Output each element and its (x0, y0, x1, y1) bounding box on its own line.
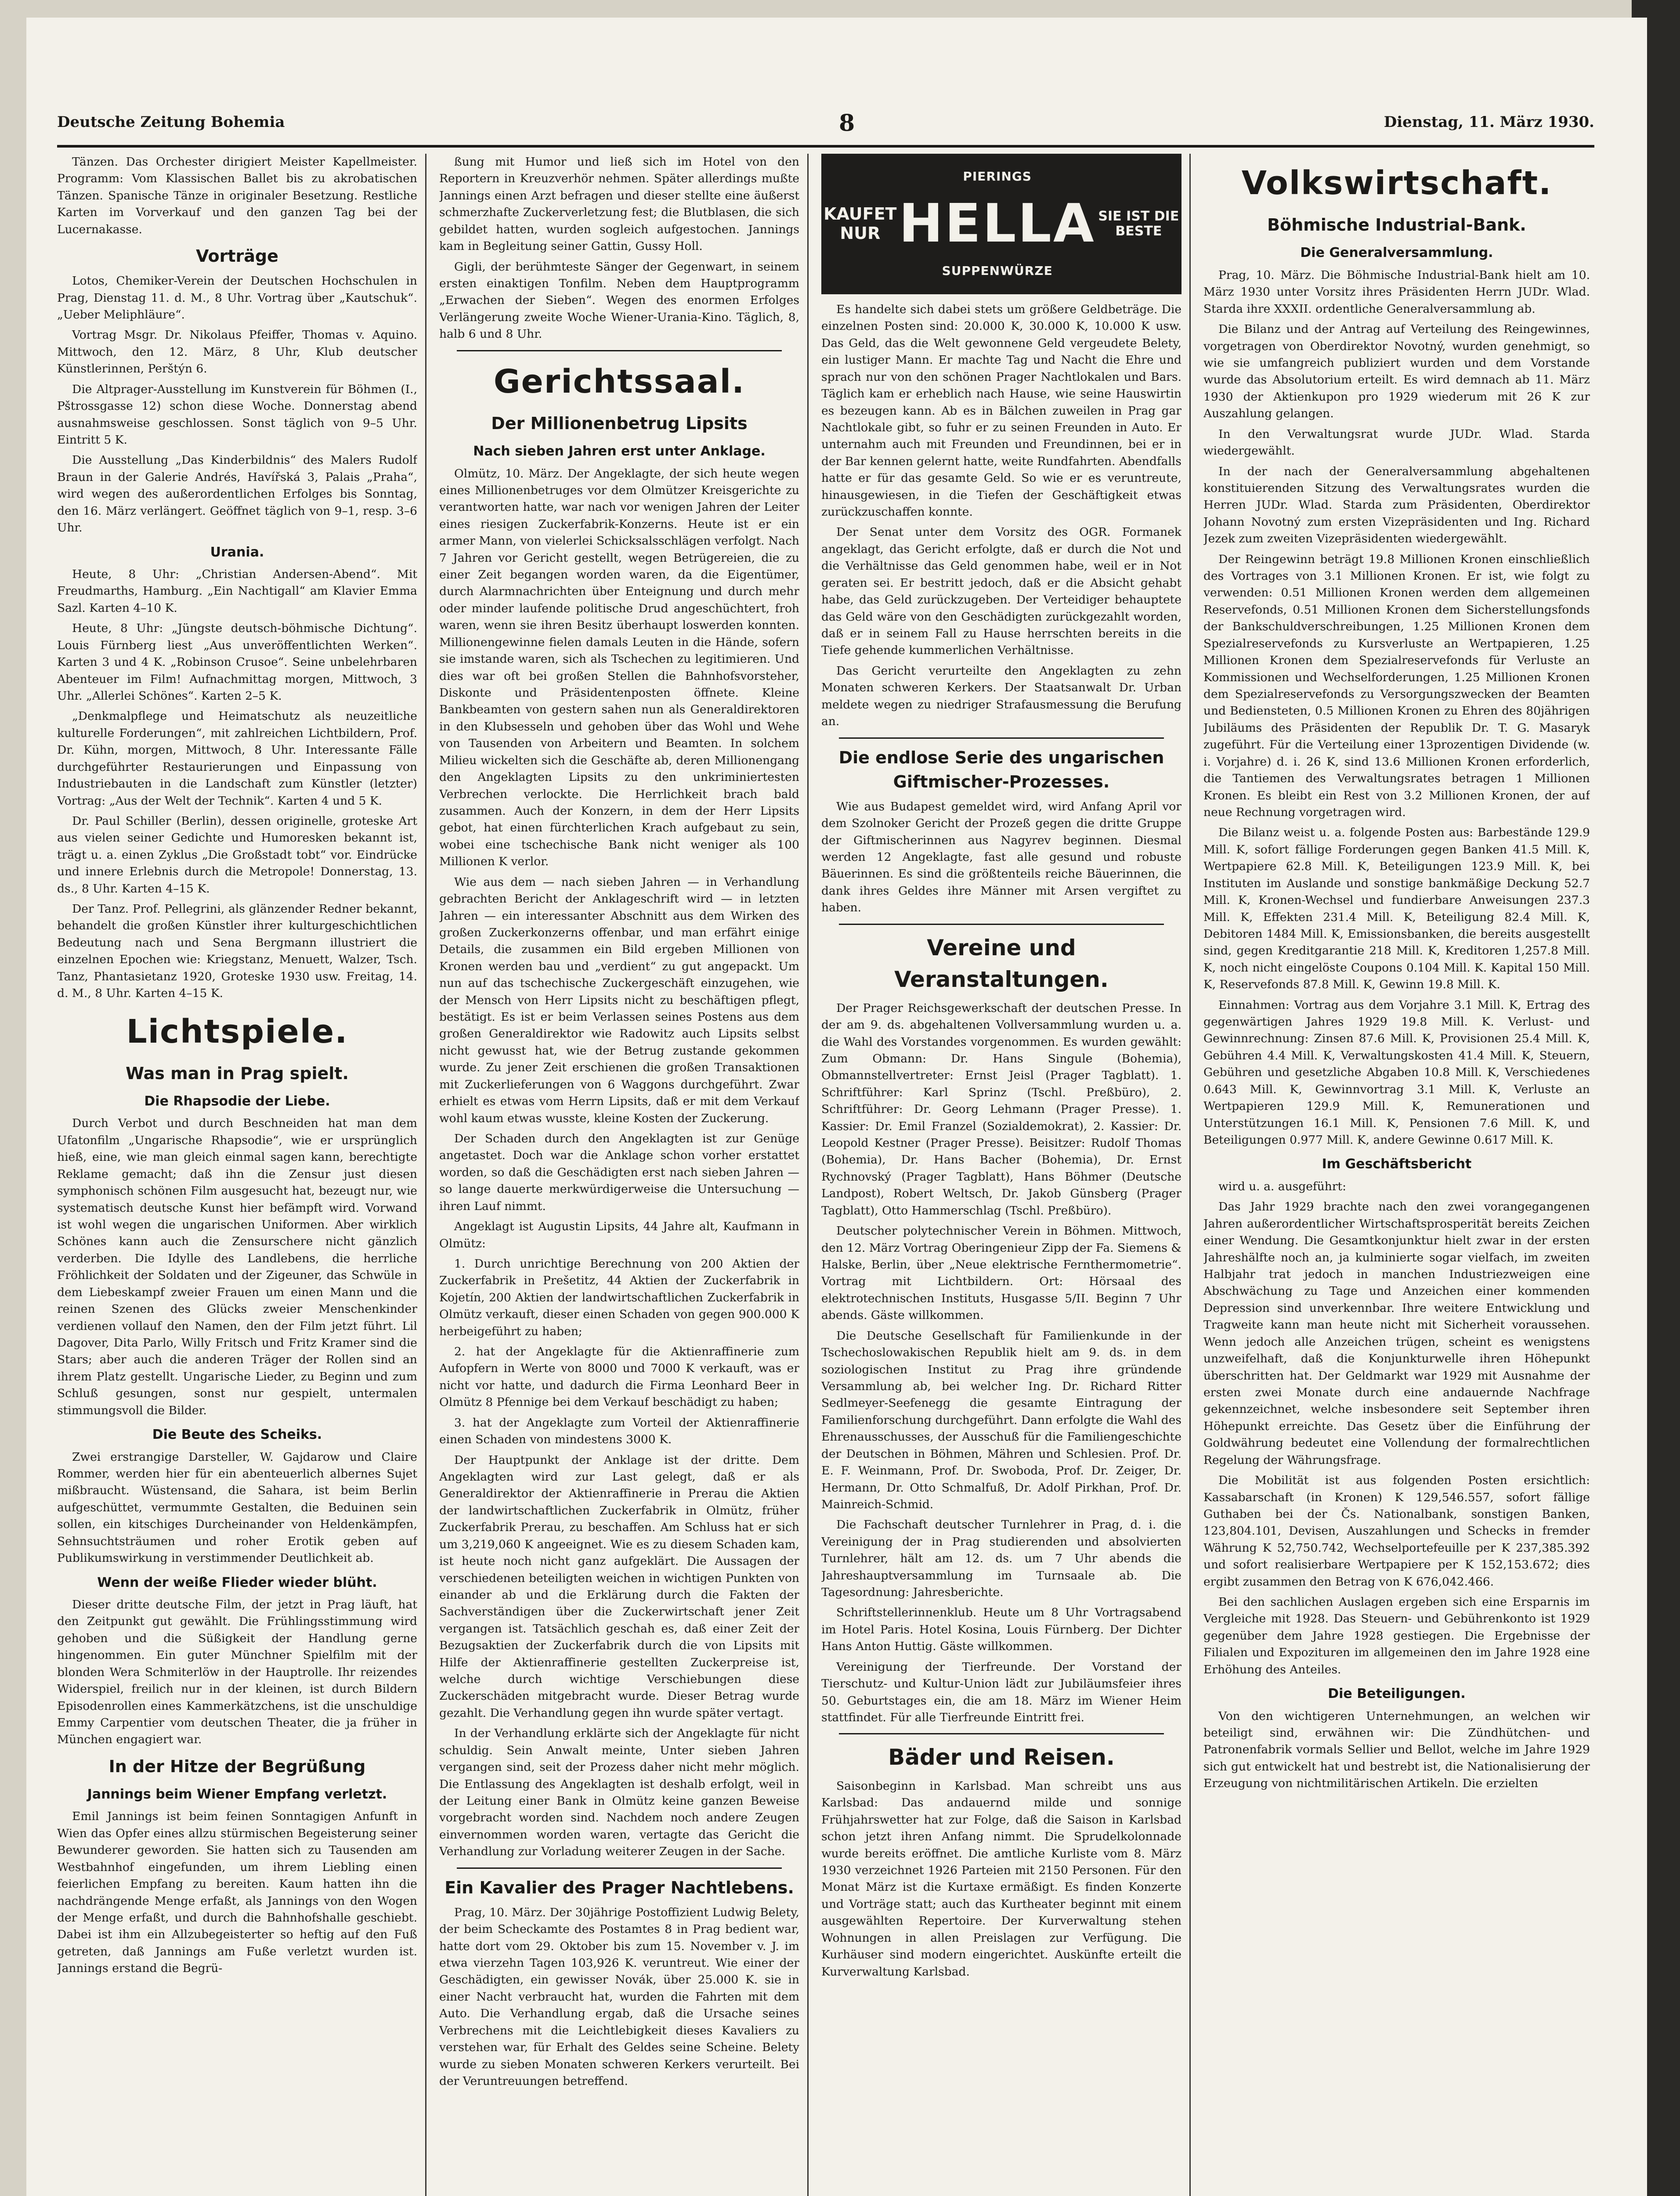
article-subheading: Die Beute des Scheiks. (152, 1427, 322, 1443)
article-text: Vereinigung der Tierfreunde. Der Vorstand der Tierschutz- und Kultur-Union lädt zur Jubiläumsfeier ihres 50. Geburtstages ein, die am 18. März im Wiener Heim stattfindet. Für alle Tierfreunde Eintritt frei. (821, 1660, 1181, 1724)
article-text: Saisonbeginn in Karlsbad. Man schreibt uns aus Karlsbad: Das andauernd milde und sonnige Frühjahrswetter hat zur Folge, daß die Saison in Karlsbad schon jetzt ihren Anfang nimmt. Die Sprudelkolonnade wurde bereits eröffnet. Die amtliche Kurliste vom 8. März 1930 verzeichnet 1926 Parteien mit 2150 Personen. Für den Monat März ist die Kurtaxe ermäßigt. Es finden Konzerte und Vorträge statt; auch das Kurtheater beginnt mit einem ausgewählten Repertoire. Der Kurverwaltung stehen Wohnungen in allen Preislagen zur Verfügung. Die Kurhäuser sind modern eingerichtet. Auskünfte erteilt die Kurverwaltung Karlsbad. (821, 1779, 1181, 1979)
article-text: wird u. a. ausgeführt: (1218, 1179, 1347, 1193)
article-text: „Denkmalpflege und Heimatschutz als neuzeitliche kulturelle Forderungen“, mit zahlreichen Lichtbildern, Prof. Dr. Kühn, morgen, Mittwoch, 8 Uhr. Interessante Fälle durchgeführter Restaurierungen und Einpassung von Industriebauten in die Landschaft zum Künstler (letzter) Vortrag: „Aus der Welt der Technik“. Karten 4 und 5 K. (57, 709, 417, 808)
article-text: Die Bilanz weist u. a. folgende Posten aus: Barbestände 129.9 Mill. K, sofort fällige Forderungen gegen Banken 41.5 Mill. K, Wertpapiere 62.8 Mill. K, Beteiligungen 123.9 Mill. K, bei Instituten im Auslande und sonstige bankmäßige Deckung 52.7 Mill. K, Kronen-Wechsel und fundierbare Anweisungen 237.3 Mill. K, Effekten 231.4 Mill. K, Beteiligung 82.4 Mill. K, Debitoren 1484 Mill. K, Emissionsbanken, die bereits ausgestellt sind, gegen Kreditgarantie 218 Mill. K, Kreditoren 1,257.8 Mill. K, noch nicht eingelöste Coupons 0.104 Mill. K. Kapital 150 Mill. K, Reservefonds 87.8 Mill. K, Gewinn 19.8 Mill. K. (1203, 826, 1590, 992)
article-text: Der Tanz. Prof. Pellegrini, als glänzender Redner bekannt, behandelt die großen Künstler ihrer kulturgeschichtlichen Bedeutung nach und Sena Bergmann illustriert die einzelnen Epochen wie: Kriegstanz, Menuett, Walzer, Tsch. Tanz, Phantasietanz 1920, Groteske 1930 usw. Freitag, 14. d. M., 8 Uhr. Karten 4–15 K. (57, 902, 417, 1000)
article-text: Tänzen. Das Orchester dirigiert Meister Kapellmeister. Programm: Vom Klassischen Ballet bis zu akrobatischen Tänzen. Spanische Tänze in originaler Besetzung. Restliche Karten im Vorverkauf und den ganzen Tag bei der Lucernakasse. (57, 155, 417, 236)
article-text: Der Schaden durch den Angeklagten ist zur Genüge angetastet. Doch war die Anklage schon vorher erstattet worden, so daß die Geschädigten erst nach sieben Jahren — so lange dauerte merkwürdigerweise die Untersuchung — ihren Lauf nimmt. (439, 1131, 799, 1213)
masthead (57, 110, 1594, 145)
paper-name: Deutsche Zeitung Bohemia (57, 113, 285, 131)
divider (839, 924, 1164, 925)
article-text: Angeklagt ist Augustin Lipsits, 44 Jahre alt, Kaufmann in Olmütz: (439, 1220, 799, 1250)
divider (457, 350, 782, 351)
section-heading-vortraege: Vorträge (196, 246, 278, 266)
article-text: Die Bilanz und der Antrag auf Verteilung des Reingewinnes, vorgetragen von Oberdirektor Novotný, wurden genehmigt, so wie sie umfangreich publiziert wurden und dem Vorstande wurde das Absolutorium erteilt. Es wird demnach ab 11. März 1930 der Aktienkupon pro 1929 wiederum mit 26 K zur Auszahlung gelangen. (1203, 322, 1590, 421)
article-subheading: Nach sieben Jahren erst unter Anklage. (473, 444, 766, 459)
article-subheading: Die Beteiligungen. (1328, 1686, 1466, 1702)
article-subheading: Im Geschäftsbericht (1322, 1156, 1472, 1172)
article-text: Bei den sachlichen Auslagen ergeben sich eine Ersparnis im Vergleiche mit 1928. Das Steuern- und Gebührenkonto ist 1929 gegenüber dem Jahre 1928 gestiegen. Die Ergebnisse der Filialen und Expozituren im allgemeinen den im Jahre 1928 eine Erhöhung des Anteiles. (1203, 1595, 1590, 1676)
ad-text-right: SIE IST DIE BESTE (1098, 208, 1179, 239)
article-text: Prag, 10. März. Die Böhmische Industrial-Bank hielt am 10. März 1930 unter Vorsitz ihres Präsidenten Herrn JUDr. Wlad. Starda ihre XXXII. ordentliche Generalversammlung ab. (1203, 268, 1590, 316)
article-text: Die Deutsche Gesellschaft für Familienkunde in der Tschechoslowakischen Republik hielt am 9. ds. in dem soziologischen Institut zu Prag ihre gründende Versammlung ab, bei welcher Ing. Dr. Richard Ritter Sedlmeyer-Seefenegg die gesamte Eintragung der Familienforschung durchgeführt. Dann erfolgte die Wahl des Ehrenausschusses, der Ausschuß für die Familiengeschichte der Deutschen in Böhmen, Mähren und Schlesien. Prof. Dr. E. F. Weinmann, Prof. Dr. Swoboda, Prof. Dr. Zeiger, Dr. Hermann, Dr. Otto Schmalfuß, Dr. Adolf Pirkhan, Prof. Dr. Mainreich-Schmid. (821, 1329, 1181, 1511)
article-text: Der Prager Reichsgewerkschaft der deutschen Presse. In der am 9. ds. abgehaltenen Vollversammlung wurden u. a. die Wahl des Vorstandes vorgenommen. Es wurden gewählt: Zum Obmann: Dr. Hans Singule (Bohemia), Obmannstellvertreter: Ernst Jeisl (Prager Tagblatt). 1. Schriftführer: Karl Sprinz (Tschl. Preßbüro), 2. Schriftführer: Dr. Georg Lehmann (Prager Presse). 1. Kassier: Dr. Emil Franzel (Sozialdemokrat), 2. Kassier: Dr. Leopold Kestner (Prager Presse). Beisitzer: Rudolf Thomas (Bohemia), Dr. Hans Bacher (Bohemia), Dr. Ernst Rychnovský (Prager Tagblatt), Hans Böhmer (Deutsche Landpost), Robert Weltsch, Dr. Jakob Günsberg (Prager Tagblatt), Otto Hammerschlag (Tschl. Preßbüro). (821, 1001, 1181, 1217)
article-text: Die Ausstellung „Das Kinderbildnis“ des Malers Rudolf Braun in der Galerie Andrés, Havířská 3, Palais „Praha“, wird wegen des außerordentlichen Erfolges bis Sonntag, den 16. März verlängert. Geöffnet täglich von 9–1, resp. 3–6 Uhr. (57, 453, 417, 535)
article-text: Der Hauptpunkt der Anklage ist der dritte. Dem Angeklagten wird zur Last gelegt, daß er als Generaldirektor der Aktienraffinerie in Prerau die Aktien der landwirtschaftlichen Zuckerfabrik in Olmütz, früher Zuckerfabrik Prerau, zu beschaffen. Am Schluss hat er sich um 3,219,060 K angeeignet. Wie es zu diesem Schaden kam, ist heute noch nicht ganz aufgeklärt. Die Aussagen der verschiedenen beteiligten weichen in wichtigen Punkten von einander ab und die Erklärung durch die Fakten der Sachverständigen über die Zuckerwirtschaft jener Zeit vergangen ist. Tatsächlich geschah es, daß einer Zeit der Bezugsaktien der Zuckerfabrik durch die von Lipsits mit Hilfe der Aktienraffinerie gestellten Zuckerpreise ist, welche durch wichtige Verschiebungen diese Zuckerschäden mitgebracht wurde. Dieser Betrag wurde gezahlt. Die Verhandlung gegen ihn wurde später vertagt. (439, 1453, 799, 1720)
section-heading-gerichtssaal: Gerichtssaal. (493, 362, 745, 401)
divider (839, 737, 1164, 739)
hella-advertisement (821, 154, 1181, 294)
article-text: Emil Jannings ist beim feinen Sonntagigen Anfunft in Wien das Opfer eines allzu stürmischen Begeisterung seiner Bewunderer geworden. Sie hatten sich zu Tausenden am Westbahnhof eingefunden, um ihrem Liebling einen feierlichen Empfang zu bereiten. Kaum hatten ihn die nachdrängende Menge erfaßt, als Jannings von den Wogen der Menge erfaßt, und durch die Bahnhofshalle geschiebt. Dabei ist ihm ein Allzubegeisterter so heftig auf den Fuß getreten, daß Jannings am Fuße verletzt wurden ist. Jannings erstand die Begrü- (57, 1810, 417, 1976)
section-heading-volkswirtschaft: Volkswirtschaft. (1241, 164, 1552, 202)
article-text: Der Reingewinn beträgt 19.8 Millionen Kronen einschließlich des Vortrages von 3.1 Millionen Kronen. Er ist, wie folgt zu verwenden: 0.51 Millionen Kronen werden dem allgemeinen Reservefonds, 0.51 Millionen Kronen dem Sicherstellungsfonds der Bankschuldverschreibungen, 1.25 Millionen Kronen dem Spezialreservefonds zu Kursverluste an Wertpapieren, 1.25 Millionen Kronen dem Spezialreservefonds für Verluste an Kommissionen und Wechselforderungen, 1.25 Millionen Kronen dem Spezialreservefonds zu Versorgungszwecken der Beamten und Bediensteten, 0.5 Millionen Kronen zu Ehren des 80jährigen Jubiläums des Präsidenten der Republik Dr. T. G. Masaryk zugeführt. Für die Verteilung einer 13prozentigen Dividende (w. i. Vorjahre) d. i. 26 K, sind 13.6 Millionen Kronen erforderlich, die Tantiemen des Verwaltungsrates betragen 1 Millionen Kronen. Es bleibt ein Rest von 3.2 Millionen Kronen, der auf neue Rechnung vorgetragen wird. (1203, 552, 1590, 819)
article-heading: Böhmische Industrial-Bank. (1267, 215, 1526, 235)
article-heading: Der Millionenbetrug Lipsits (491, 413, 748, 433)
article-text: Heute, 8 Uhr: „Jüngste deutsch-böhmische Dichtung“. Louis Fürnberg liest „Aus unveröffentlichten Werken“. Karten 3 und 4 K. „Robinson Crusoe“. Seine unbelehrbaren Abenteuer im Film! Aufnachmittag morgen, Mittwoch, 3 Uhr. „Allerlei Schönes“. Karten 2–5 K. (57, 621, 417, 703)
issue-date: Dienstag, 11. März 1930. (1384, 113, 1594, 131)
article-text: 2. hat der Angeklagte für die Aktienraffinerie zum Aufopfern in Werte von 8000 und 7000 K verkauft, was er nicht vor hatte, und dadurch die Firma Leonhard Beer in Olmütz 8 Pfennige bei dem Verkauf beschädigt zu haben; (439, 1345, 799, 1409)
masthead-rule (57, 145, 1594, 148)
article-text: Deutscher polytechnischer Verein in Böhmen. Mittwoch, den 12. März Vortrag Oberingenieur Zipp der Fa. Siemens & Halske, Berlin, über „Neue elektrische Fernthermometrie“. Vortrag mit Lichtbildern. Ort: Hörsaal des elektrotechnischen Instituts, Husgasse 5/II. Beginn 7 Uhr abends. Gäste willkommen. (821, 1224, 1181, 1322)
section-heading-urania: Urania. (210, 544, 264, 560)
article-heading: In der Hitze der Begrüßung (108, 1756, 366, 1776)
article-text: Wie aus dem — nach sieben Jahren — in Verhandlung gebrachten Bericht der Anklageschrift wird — in letzten Jahren — ein interessanter Abschnitt aus dem Wirken des großen Zuckerkonzerns offenbar, und man erfährt einige Details, die zusammen ein Bild ergeben Millionen von Kronen werden bau und „verdient“ zu gut angepackt. Um nun auf das tschechische Zuckergeschäft einzugehen, wie der Mensch von Herr Lipsits nicht zu beschäftigen pflegt, bestätigt. Es ist er beim Verlassen seines Postens aus dem großen Generaldirektor wie Radowitz auch Lipsits selbst nicht gewusst hat, wie der Betrug zustande gekommen wurde. Zu jener Zeit erschienen die großen Transaktionen mit Zuckerlieferungen von 6 Waggons durchgeführt. Zwar erhielt es etwas vom Herrn Lipsits, daß er mit dem Verkauf wohl kaum etwas wusste, kleine Kosten der Zuckerung. (439, 875, 799, 1125)
article-text: Der Senat unter dem Vorsitz des OGR. Formanek angeklagt, das Gericht erfolgte, daß er durch die Not und die Verhältnisse das Geld genommen habe, weil er in Not geraten sei. Er bestritt jedoch, daß er die Absicht gehabt habe, das Geld zurückzugeben. Der Verteidiger behauptete das Geld wäre von den Geschädigten zurückgezahlt worden, daß er in seinem Fall zu Hause herrschten bereits in die Tiefe gehende kummerlichen Verhältnisse. (821, 525, 1181, 657)
article-text: Es handelte sich dabei stets um größere Geldbeträge. Die einzelnen Posten sind: 20.000 K, 30.000 K, 10.000 K usw. Das Geld, das die Welt gewonnene Geld vergeudete Belety, ein lustiger Mann. Er machte Tag und Nacht die Ehre und sprach nur von den schönen Prager Nachtlokalen und Bars. Täglich kam er erheblich nach Hause, wie seine Hauswirtin es bezeugen kann. Ab es in Bälchen zuweilen in Prag gar Nachtlokale gibt, so fuhr er zu seinen Freunden in Auto. Er unternahm auch mit Freunden und Freundinnen, bei er in der Bar kennen gelernt hatte, weite Rundfahrten. Abendfalls hatte er für das gesamte Geld. So wie er es veruntreute, hinausgewiesen, in die Tiefen der Geschäftigkeit etwas zurückzuschaffen konnte. (821, 303, 1181, 519)
article-text: Wie aus Budapest gemeldet wird, wird Anfang April vor dem Szolnoker Gericht der Prozeß gegen die dritte Gruppe der Giftmischerinnen aus Nagyrev beginnen. Diesmal werden 12 Angeklagte, fast alle gesund und robuste Bäuerinnen. Es sind die größtenteils reiche Bäuerinnen, die dank ihres Geldes ihre Männer mit Arsen vergiftet zu haben. (821, 799, 1181, 915)
article-text: Dr. Paul Schiller (Berlin), dessen originelle, groteske Art aus vielen seiner Gedichte und Humoresken bekannt ist, trägt u. a. einen Zyklus „Die Großstadt tobt“ vor. Eindrücke und innere Erlebnis durch die Metropole! Donnerstag, 13. ds., 8 Uhr. Karten 4–15 K. (57, 814, 417, 896)
column-rule (807, 154, 809, 2196)
article-text: 1. Durch unrichtige Berechnung von 200 Aktien der Zuckerfabrik in Prešetitz, 44 Aktien der Zuckerfabrik in Kojetín, 200 Aktien der landwirtschaftlichen Zuckerfabrik in Olmütz verkauft, dieser einen Schaden von gegen 900.000 K herbeigeführt zu haben; (439, 1257, 799, 1338)
article-text: Das Gericht verurteilte den Angeklagten zu zehn Monaten schweren Kerkers. Der Staatsanwalt Dr. Urban meldete wegen zu niedriger Strafausmessung die Berufung an. (821, 664, 1181, 729)
column-1 (57, 154, 417, 2196)
page-number: 8 (839, 110, 855, 137)
article-subheading: Die Generalversammlung. (1300, 245, 1493, 261)
column-rule (425, 154, 426, 2196)
column-2 (439, 154, 799, 2196)
article-text: Die Mobilität ist aus folgenden Posten ersichtlich: Kassabarschaft (in Kronen) K 129,546.557, sofort fällige Guthaben bei der Čs. Nationalbank, sonstigen Banken, 123,804.101, Devisen, Auszahlungen und Schecks in fremder Währung K 52,750.742, Wechselportefeuille per K 237,385.392 und sofort realisierbare Wertpapiere per K 152,153.672; dies ergibt zusammen den Betrag von K 676,042.466. (1203, 1474, 1590, 1589)
article-subheading: Wenn der weiße Flieder wieder blüht. (97, 1575, 377, 1590)
column-4 (1203, 154, 1590, 2196)
divider (457, 1867, 782, 1869)
divider (839, 1733, 1164, 1734)
article-text: 3. hat der Angeklagte zum Vorteil der Aktienraffinerie einen Schaden von mindestens 3000 K. (439, 1416, 799, 1447)
article-heading: Die endlose Serie des ungarischen Giftmischer-Prozesses. (838, 748, 1164, 791)
article-text: Die Altprager-Ausstellung im Kunstverein für Böhmen (I., Pštrossgasse 12) schon diese Woche. Donnerstag abend ausnahmsweise geschlossen. Sonst täglich von 9–5 Uhr. Eintritt 5 K. (57, 382, 417, 447)
article-text: Schriftstellerinnenklub. Heute um 8 Uhr Vortragsabend im Hotel Paris. Hotel Kosina, Louis Fürnberg. Der Dichter Hans Anton Huttig. Gäste willkommen. (821, 1606, 1181, 1654)
article-text: In der nach der Generalversammlung abgehaltenen konstituierenden Sitzung des Verwaltungsrates wurden die Herren JUDr. Wlad. Starda zum Präsidenten, Oberdirektor Johann Novotný zum ersten Vizepräsidenten und Ing. Richard Jezek zum zweiten Vizepräsidenten wiedergewählt. (1203, 464, 1590, 546)
article-text: Von den wichtigeren Unternehmungen, an welchen wir beteiligt sind, erwähnen wir: Die Zündhütchen- und Patronenfabrik vormals Sellier und Bellot, welche im Jahre 1929 sich gut entwickelt hat und bestrebt ist, die Nationalisierung der Erzeugung von nichtmilitärischen Artikeln. Die erzielten (1203, 1709, 1590, 1791)
ad-brand-top: PIERINGS (963, 169, 1032, 184)
article-text: Das Jahr 1929 brachte nach den zwei vorangegangenen Jahren außerordentlicher Wirtschaftsprosperität bereits Zeichen einer Wendung. Die Gesamtkonjunktur hielt zwar in der ersten Jahreshälfte noch an, ja kulminierte sogar vielfach, im zweiten Halbjahr trat jedoch in manchen Industriezweigen eine Abschwächung zu Tage und Anzeichen einer kommenden Depression sind unverkennbar. Ihre weitere Entwicklung und Tragweite kann man heute nicht mit Sicherheit voraussehen. Wenn jedoch alle Anzeichen trügen, scheint es wenigstens unzweifelhaft, daß die Konjunkturwelle ihren Höhepunkt überschritten hat. Der Geldmarkt war 1929 mit Ausnahme der ersten zwei Monate durch eine andauernde Nachfrage gekennzeichnet, welche insbesondere seit September ihren Höhepunkt erreichte. Das Gesetz über die Einführung der Goldwährung bedeutet eine Vollendung der formalrechtlichen Regelung der Währungsfrage. (1203, 1200, 1590, 1467)
article-text: In der Verhandlung erklärte sich der Angeklagte für nicht schuldig. Sein Anwalt meinte, Unter sieben Jahren vergangen sind, seit der Prozess daher nicht mehr möglich. Die Entlassung des Angeklagten ist deshalb erfolgt, weil in der Leitung einer Bank in Olmütz keine ganzen Beweise vorgebracht worden sind. Nachdem noch andere Zeugen einvernommen worden waren, vertagte das Gericht die Verhandlung zur Vorladung weiterer Zeugen in der Sache. (439, 1726, 799, 1859)
column-3 (821, 154, 1181, 2196)
article-subheading: Jannings beim Wiener Empfang verletzt. (87, 1786, 387, 1802)
article-subheading: Die Rhapsodie der Liebe. (144, 1093, 330, 1109)
column-rule (1189, 154, 1191, 2196)
article-text: ßung mit Humor und ließ sich im Hotel von den Reportern in Kreuzverhör nehmen. Später allerdings mußte Jannings einen Arzt befragen und dieser stellte eine äußerst schmerzhafte Zuckerverletzung fest; die Blutblasen, die sich gebildet hatten, wurden sogleich aufgestochen. Jannings kam in Begleitung seiner Gattin, Gussy Holl. (439, 155, 799, 253)
article-text: In den Verwaltungsrat wurde JUDr. Wlad. Starda wiedergewählt. (1203, 427, 1590, 458)
article-text: Einnahmen: Vortrag aus dem Vorjahre 3.1 Mill. K, Ertrag des gegenwärtigen Jahres 1929 19.8 Mill. K. Verlust- und Gewinnrechnung: Zinsen 87.6 Mill. K, Provisionen 25.4 Mill. K, Gebühren 4.4 Mill. K, Verwaltungskosten 41.4 Mill. K, Steuern, Gebühren und gesetzliche Abgaben 10.8 Mill. K, Verschiedenes 0.643 Mill. K, Gewinnvortrag 3.1 Mill. K, Verluste an Wertpapieren 129.9 Mill. K, Remunerationen und Unterstützungen 16.1 Mill. K, Pensionen 7.6 Mill. K, und Beteiligungen 0.977 Mill. K, andere Gewinne 0.617 Mill. K. (1203, 998, 1590, 1147)
ad-brand-name: HELLA (899, 193, 1096, 254)
section-heading-lichtspiele: Lichtspiele. (126, 1012, 348, 1051)
section-heading-baeder: Bäder und Reisen. (888, 1745, 1115, 1770)
article-heading: Was man in Prag spielt. (126, 1063, 349, 1083)
section-heading-vereine: Vereine und Veranstaltungen. (894, 935, 1109, 993)
ad-brand (899, 168, 1096, 280)
article-text: Vortrag Msgr. Dr. Nikolaus Pfeiffer, Thomas v. Aquino. Mittwoch, den 12. März, 8 Uhr, Klub deutscher Künstlerinnen, Perštýn 6. (57, 328, 417, 376)
article-text: Olmütz, 10. März. Der Angeklagte, der sich heute wegen eines Millionenbetruges vor dem Olmützer Kreisgerichte zu verantworten hatte, war nach vor wenigen Jahren der Leiter eines riesigen Zuckerfabrik-Konzerns. Heute ist er ein armer Mann, von vielerlei Schicksalsschlägen verfolgt. Nach 7 Jahren vor Gericht gestellt, wegen Betrügereien, die zu einer Zeit begangen worden waren, da die Eigentümer, durch Alarmnachrichten über Enteignung und durch mehr oder minder laufende politische Drud angeschüchtert, froh waren, wenn sie ihren Besitz überhaupt loswerden konnten. Millionengewinne fielen damals Leuten in die Hände, sofern sie imstande waren, sich als Tschechen zu legitimieren. Und dies war oft bei großen Stellen die Bahnhofsvorsteher, Diskonte und Präsidentenposten öffnete. Kleine Bankbeamten von gestern sahen nun als Generaldirektoren in den Klubsesseln und gehoben über das Wohl und Wehe von Tausenden von Arbeitern und Beamten. In solchem Milieu wickelten sich die Geschäfte ab, deren Millionengang den Angeklagten Lipsits zu den unkriminiertesten Verbrechen verlockte. Die Herrlichkeit brach bald zusammen. Auch der Konzern, in dem der Herr Lipsits gebot, hat einen fürchterlichen Krach aufgebaut zu sein, wobei eine tschechische Bank nicht weniger als 100 Millionen K verlor. (439, 466, 799, 869)
article-text: Zwei erstrangige Darsteller, W. Gajdarow und Claire Rommer, werden hier für ein abenteuerlich albernes Sujet mißbraucht. Wüstensand, die Sahara, ist beim Berlin aufgeschüttet, vermummte Gestalten, die Beduinen sein sollen, ein kitschiges Durcheinander von Heldenkämpfen, Sehnsuchtsträumen und roher Erotik geben auf Publikumswirkung in verstimmender Deutlichkeit ab. (57, 1450, 417, 1565)
article-heading: Ein Kavalier des Prager Nachtlebens. (444, 1878, 794, 1897)
article-text: Gigli, der berühmteste Sänger der Gegenwart, in seinem ersten einaktigen Tonfilm. Neben dem Hauptprogramm „Erwachen der Sieben“. Wegen des enormen Erfolges Verlängerung zweite Woche Wiener-Urania-Kino. Täglich, 8, halb 6 und 8 Uhr. (439, 260, 799, 341)
article-text: Lotos, Chemiker-Verein der Deutschen Hochschulen in Prag, Dienstag 11. d. M., 8 Uhr. Vortrag über „Kautschuk“. „Ueber Meliphläure“. (57, 274, 417, 322)
article-text: Dieser dritte deutsche Film, der jetzt in Prag läuft, hat den Zeitpunkt gut gewählt. Die Frühlingsstimmung wird gehoben und die Süßigkeit der Handlung gerne hingenommen. Ein guter Münchner Spielfilm mit der blonden Wera Schmiterlöw in der Hauptrolle. Ihr reizendes Widerspiel, freilich nur in der kleinen, ist durch Bildern Episodenrollen eines Kammerkätzchens, ist die unschuldige Emmy Carpentier vom deutschen Theater, die ja früher in München engagiert war. (57, 1598, 417, 1747)
article-text: Durch Verbot und durch Beschneiden hat man dem Ufatonfilm „Ungarische Rhapsodie“, wie er ursprünglich hieß, eine, wie man gleich einmal sagen kann, berechtigte Reklame gemacht; daß ihn die Zensur just diesen symphonisch schönen Film ausgesucht hat, bezeugt nur, wie systematisch deutsche Kunst hier befämpft wird. Vorwand ist wohl wegen die ungarischen Uniformen. Aber wirklich Schönes kann auch die Zensurschere nicht gänzlich verderben. Die Idylle des Landlebens, die herrliche Fröhlichkeit der Soldaten und der Zigeuner, das Schwüle in dem Liebeskampf zweier Frauen um einen Mann und die reinen Szenen des Glücks zweier Menschenkinder verdienen vollauf den Namen, den der Film jetzt führt. Lil Dagover, Dita Parlo, Willy Fritsch und Fritz Kramer sind die Stars; aber auch die anderen Träger der Rollen sind an ihrem Platz gestellt. Ungarische Lieder, zu Beginn und zum Schluß gesungen, sonst nur gespielt, untermalen stimmungsvoll die Bilder. (57, 1116, 417, 1417)
ad-brand-bottom: SUPPENWÜRZE (942, 264, 1053, 278)
ad-text-left: KAUFET NUR (824, 204, 897, 243)
article-text: Die Fachschaft deutscher Turnlehrer in Prag, d. i. die Vereinigung der in Prag studierenden und absolvierten Turnlehrer, hält am 12. ds. um 7 Uhr abends die Jahreshauptversammlung im Turnsaale ab. Die Tagesordnung: Jahresberichte. (821, 1518, 1181, 1600)
article-text: Heute, 8 Uhr: „Christian Andersen-Abend“. Mit Freudmarths, Hamburg. „Ein Nachtigall“ am Klavier Emma Sazl. Karten 4–10 K. (57, 567, 417, 615)
article-text: Prag, 10. März. Der 30jährige Postoffizient Ludwig Belety, der beim Scheckamte des Postamtes 8 in Prag bedient war, hatte dort vom 29. Oktober bis zum 15. November v. J. im etwa vierzehn Tagen 103,926 K. veruntreut. Wie einer der Geschädigten, ein gewisser Novák, über 25.000 K. sie in einer Nacht verbraucht hat, wurden die Fahrten mit dem Auto. Die Verhandlung ergab, daß die Ursache seines Verbrechens mit die Leichtlebigkeit dieses Kavaliers zu verstehen war, für Erhalt des Geldes seine Scheine. Belety wurde zu sieben Monaten schweren Kerkers verurteilt. Bei der Veruntreuungen betreffend. (439, 1905, 799, 2088)
